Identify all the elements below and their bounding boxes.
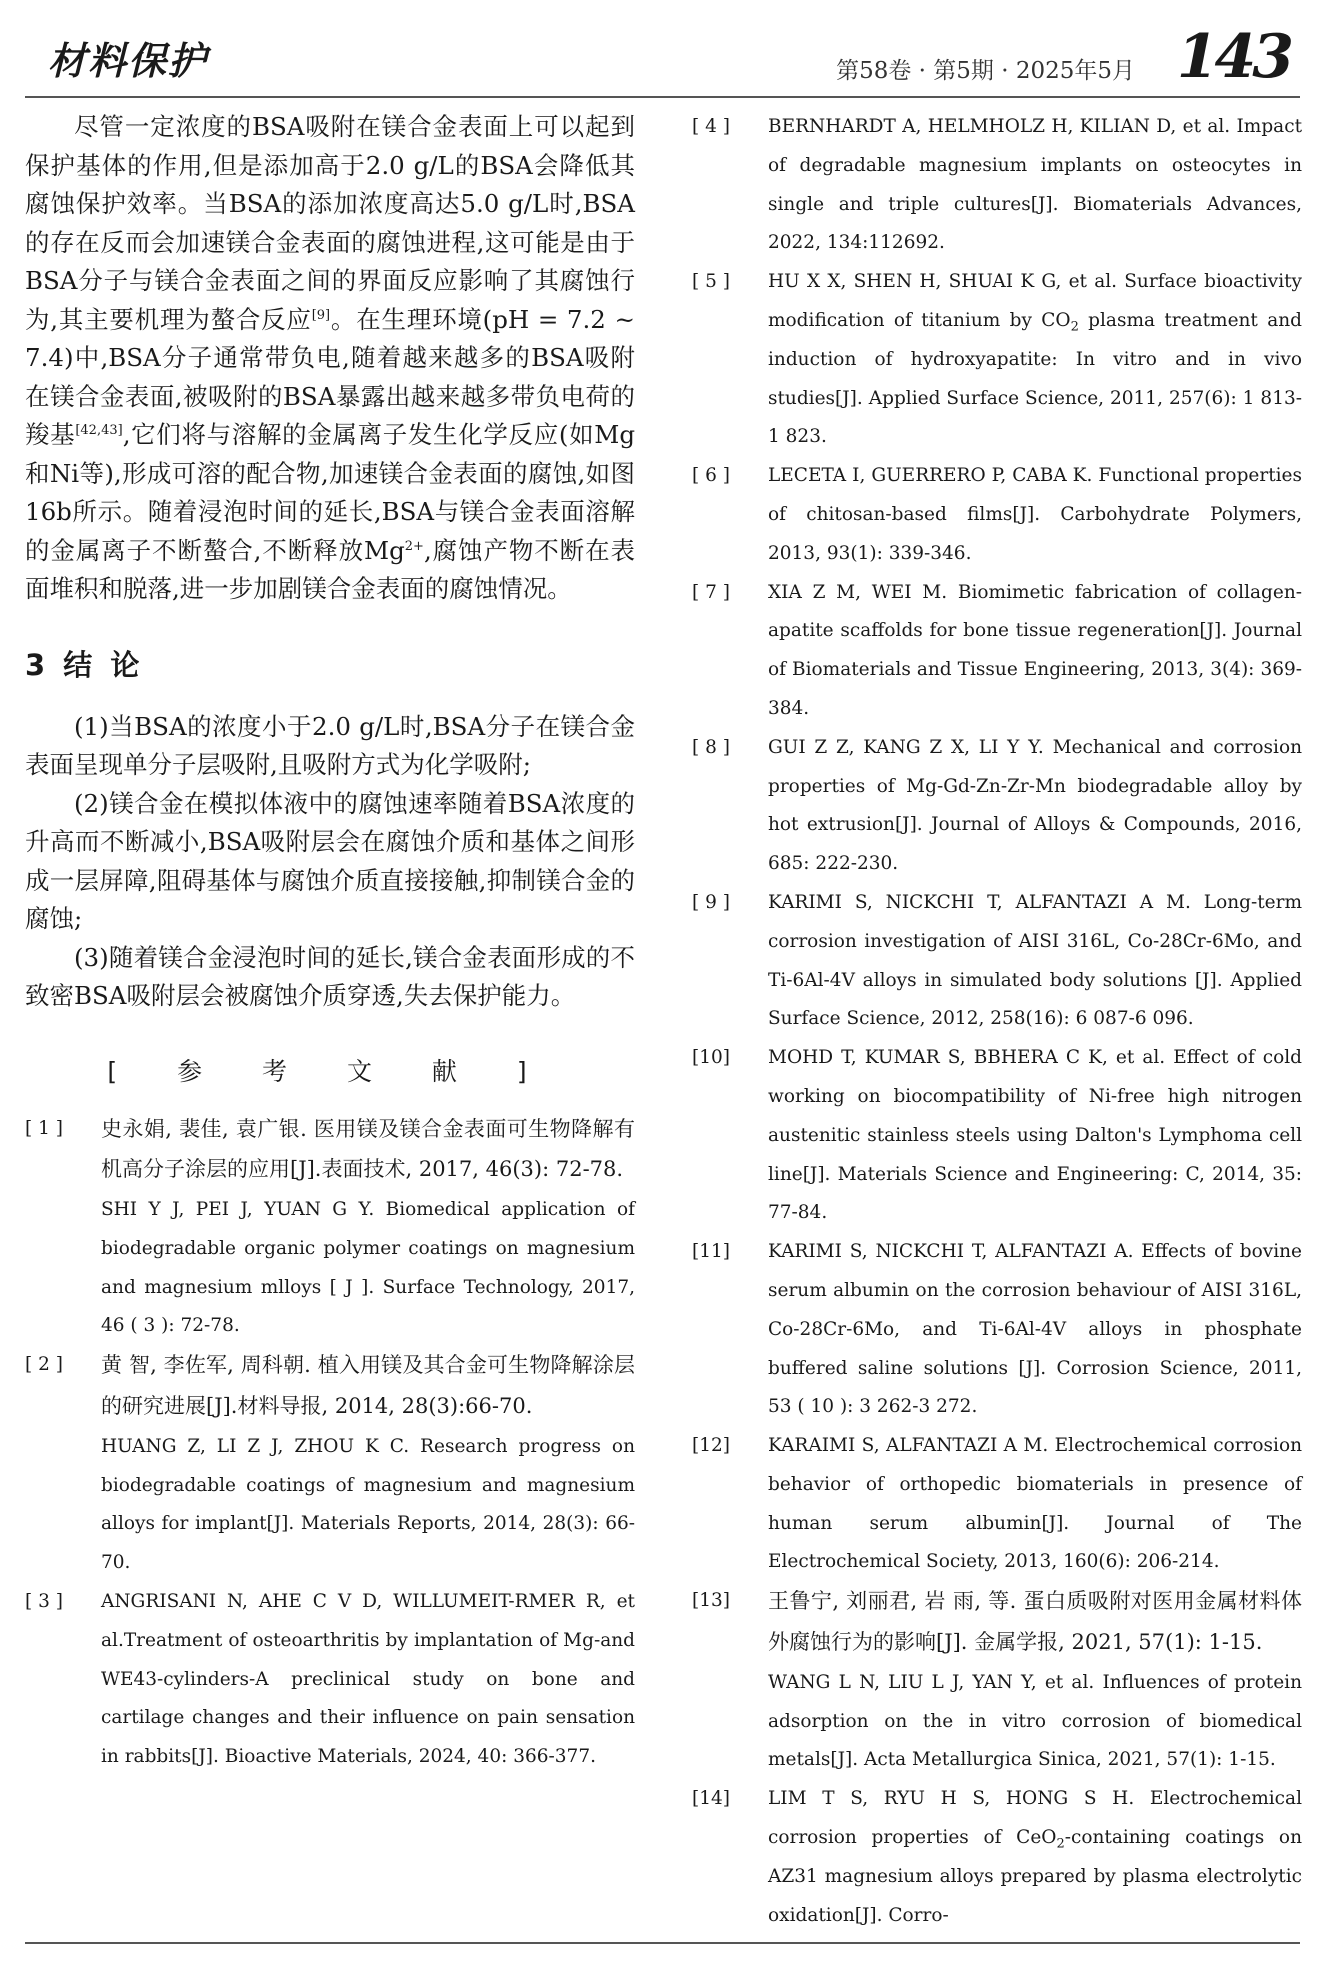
right-column	[692, 108, 1302, 1935]
reference-item: [ 1 ] 史永娟, 裴佳, 袁广银. 医用镁及镁合金表面可生物降解有机高分子涂层的应用[J].表面技术, 2017, 46(3): 72-78. SHI Y J, PEI J, YUAN G Y. Biomedical application of biodegradable organic polymer coatings on magnesium and magnesium mlloys [ J ]. Surface Technology, 2017, 46 ( 3 ): 72-78.	[25, 1116, 635, 1337]
reference-item: [ 5 ] HU X X, SHEN H, SHUAI K G, et al. Surface bioactivity modification of titanium by $CO_2$ plasma treatment and induction of hydroxyapatite: In vitro and in vivo studies[J]. Applied Surface Science, 2011, 257(6): 1 813-1 823.	[692, 271, 1302, 448]
reference-item: [14] LIM T S, RYU H S, HONG S H. Electrochemical corrosion properties of CeO$_2$-containing coatings on AZ31 magnesium alloys prepared by plasma electrolytic oxidation[J]. Corro-	[692, 1788, 1302, 1926]
reference-item: [ 7 ] XIA Z M, WEI M. Biomimetic fabrication of collagen-apatite scaffolds for bone tissue regeneration[J]. Journal of Biomaterials and Tissue Engineering, 2013, 3(4): 369-384.	[692, 581, 1302, 719]
reference-item: [ 3 ] ANGRISANI N, AHE C V D, WILLUMEIT-RMER R, et al.Treatment of osteoarthritis by implantation of Mg-and WE43-cylinders-A preclinical study on bone and cartilage changes and their influence on pain sensation in rabbits[J]. Bioactive Materials, 2024, 40: 366-377.	[25, 1591, 635, 1768]
reference-item: [13] 王鲁宁, 刘丽君, 岩 雨, 等. 蛋白质吸附对医用金属材料体外腐蚀行为的影响[J]. 金属学报, 2021, 57(1): 1-15. WANG L N, LIU L J, YAN Y, et al. Influences of protein adsorption on the in vitro corrosion of biomedical metals[J]. Acta Metallurgica Sinica, 2021, 57(1): 1-15.	[692, 1589, 1302, 1771]
page-number: 143	[1176, 22, 1290, 92]
page-header	[0, 0, 1325, 108]
reference-item: [ 4 ] BERNHARDT A, HELMHOLZ H, KILIAN D, et al. Impact of degradable magnesium implants on osteocytes in single and triple cultures[J]. Biomaterials Advances, 2022, 134:112692.	[692, 116, 1302, 254]
reference-item: [10] MOHD T, KUMAR S, BBHERA C K, et al. Effect of cold working on biocompatibility of Ni-free high nitrogen austenitic stainless steels using Dalton's Lymphoma cell line[J]. Materials Science and Engineering: C, 2014, 35: 77-84.	[692, 1047, 1302, 1224]
footer-rule	[25, 1942, 1300, 1944]
section-title: 3 结 论	[25, 647, 144, 682]
reference-item: [ 2 ] 黄 智, 李佐军, 周科朝. 植入用镁及其合金可生物降解涂层的研究进展[J].材料导报, 2014, 28(3):66-70. HUANG Z, LI Z J, ZHOU K C. Research progress on biodegradable coatings of magnesium and magnesium alloys for implant[J]. Materials Reports, 2014, 28(3): 66-70.	[25, 1353, 635, 1574]
left-column	[25, 108, 635, 1777]
reference-item: [11] KARIMI S, NICKCHI T, ALFANTAZI A. Effects of bovine serum albumin on the corrosion behaviour of AISI 316L, Co-28Cr-6Mo, and Ti-6Al-4V alloys in phosphate buffered saline solutions [J]. Corrosion Science, 2011, 53 ( 10 ): 3 262-3 272.	[692, 1241, 1302, 1418]
reference-item: [12] KARAIMI S, ALFANTAZI A M. Electrochemical corrosion behavior of orthopedic biomaterials in presence of human serum albumin[J]. Journal of The Electrochemical Society, 2013, 160(6): 206-214.	[692, 1435, 1302, 1573]
issue-info: 第58卷 · 第5期 · 2025年5月	[836, 58, 1135, 84]
reference-item: [ 6 ] LECETA I, GUERRERO P, CABA K. Functional properties of chitosan-based films[J]. Carbohydrate Polymers, 2013, 93(1): 339-346.	[692, 465, 1302, 564]
conclusion-item: (2)镁合金在模拟体液中的腐蚀速率随着BSA浓度的升高而不断减小,BSA吸附层会在腐蚀介质和基体之间形成一层屏障,阻碍基体与腐蚀介质直接接触,抑制镁合金的腐蚀;	[25, 788, 635, 933]
header-rule	[25, 96, 1300, 98]
conclusion-item: (3)随着镁合金浸泡时间的延长,镁合金表面形成的不致密BSA吸附层会被腐蚀介质穿透,失去保护能力。	[25, 942, 635, 1010]
reference-item: [ 9 ] KARIMI S, NICKCHI T, ALFANTAZI A M. Long-term corrosion investigation of AISI 316L, Co-28Cr-6Mo, and Ti-6Al-4V alloys in simulated body solutions [J]. Applied Surface Science, 2012, 258(16): 6 087-6 096.	[692, 891, 1302, 1030]
conclusion-item: (1)当BSA的浓度小于2.0 g/L时,BSA分子在镁合金表面呈现单分子层吸附,且吸附方式为化学吸附;	[25, 711, 635, 779]
journal-logo: 材料保护	[48, 38, 209, 83]
body-paragraph: 尽管一定浓度的BSA吸附在镁合金表面上可以起到保护基体的作用,但是添加高于2.0 g/L的BSA会降低其腐蚀保护效率。当BSA的添加浓度高达5.0 g/L时,BSA的存在反而会加速镁合金表面的腐蚀进程,这可能是由于BSA分子与镁合金表面之间的界面反应影响了其腐蚀行为,其主要机理为螯合反应[9]。在生理环境(pH = 7.2 ~ 7.4)中,BSA分子通常带负电,随着越来越多的BSA吸附在镁合金表面,被吸附的BSA暴露出越来越多带负电荷的羧基[42,43],它们将与溶解的金属离子发生化学反应(如Mg和Ni等),形成可溶的配合物,加速镁合金表面的腐蚀,如图16b所示。随着浸泡时间的延长,BSA与镁合金表面溶解的金属离子不断螯合,不断释放$Mg^{2+}$,腐蚀产物不断在表面堆积和脱落,进一步加剧镁合金表面的腐蚀情况。	[25, 112, 635, 603]
reference-item: [ 8 ] GUI Z Z, KANG Z X, LI Y Y. Mechanical and corrosion properties of Mg-Gd-Zn-Zr-Mn biodegradable alloy by hot extrusion[J]. Journal of Alloys & Compounds, 2016, 685: 222-230.	[692, 736, 1302, 875]
references-title: [ 参 考 文 献 ]	[107, 1056, 553, 1086]
